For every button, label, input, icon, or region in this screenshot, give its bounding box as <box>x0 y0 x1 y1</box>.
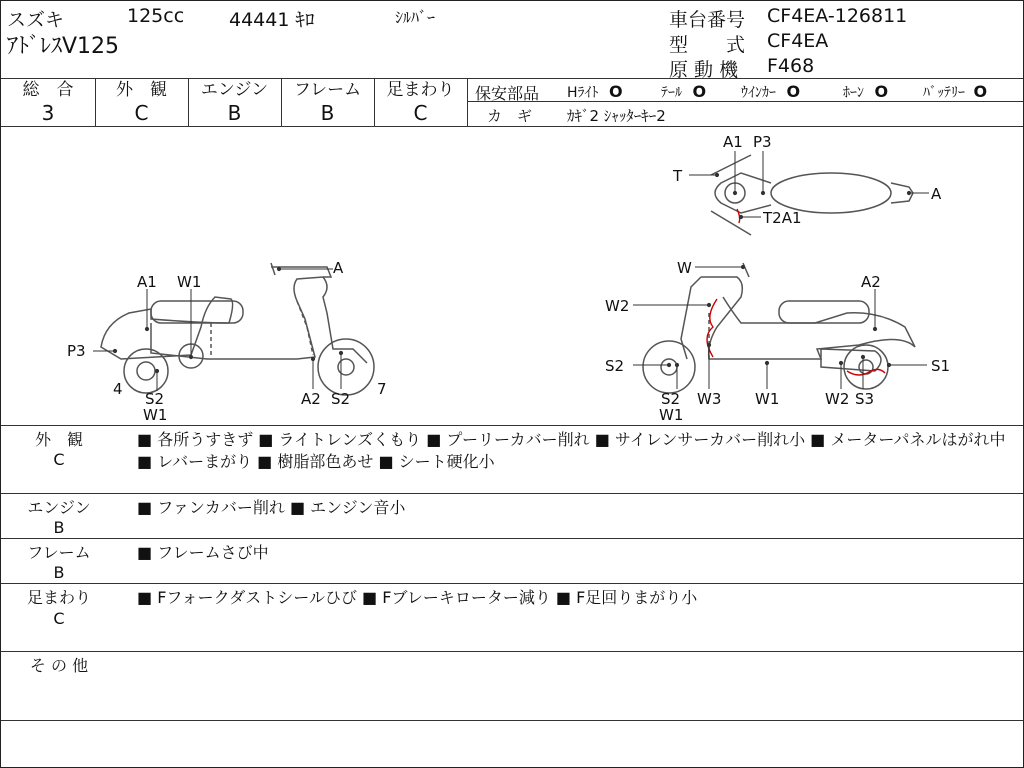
section-grade-frame: B <box>53 563 65 582</box>
grade-value: C <box>413 101 428 125</box>
section-text-engine: ■ ファンカバー削れ ■ エンジン音小 <box>137 498 406 517</box>
divider <box>1 720 1023 721</box>
section-label-exterior: 外 観 <box>34 430 83 449</box>
safety-item-name: ﾃｰﾙ <box>661 85 682 101</box>
section-grade-exterior: C <box>53 450 65 469</box>
safety-item-mark: O <box>786 82 801 101</box>
diagram-label: S2 <box>331 390 351 408</box>
grade-label: 総 合 <box>22 80 74 100</box>
diagram-label: P3 <box>67 342 86 360</box>
diagram-label: 7 <box>377 380 387 398</box>
scooter-diagram <box>1 127 1023 425</box>
section-text-exterior: ■ 各所うすきず ■ ライトレンズくもり ■ プーリーカバー削れ ■ サイレンサーカバー削れ小 ■ メーターパネルはがれ中 ■ レバーまがり ■ 樹脂部色あせ ■ シート硬化小 <box>137 430 1006 471</box>
section-label-frame: フレーム <box>27 543 91 562</box>
diagram-label: W2 <box>605 297 630 315</box>
mileage: 44441 ｷﾛ <box>229 9 315 31</box>
diagram-label: A1 <box>723 133 743 151</box>
safety-item-winker <box>741 82 800 102</box>
grade-suspension <box>374 79 467 125</box>
divider <box>1 583 1023 584</box>
diagram-label: P3 <box>753 133 772 151</box>
section-label-suspension: 足まわり <box>26 588 91 607</box>
safety-item-mark: O <box>692 82 707 101</box>
diagram-label: W <box>677 259 692 277</box>
grade-frame <box>281 79 374 125</box>
diagram-label: 4 <box>113 380 123 398</box>
grade-value: C <box>134 101 149 125</box>
frame-no-label: 車台番号 <box>669 9 746 31</box>
section-label-other: そ の 他 <box>29 656 89 675</box>
diagram-label: A2 <box>301 390 321 408</box>
key-value: ｶｷﾞ2 ｼｬｯﾀｰｷｰ2 <box>567 107 666 125</box>
diagram-label: T <box>673 167 683 185</box>
divider <box>467 78 468 126</box>
diagram-label: A1 <box>137 273 157 291</box>
diagram-label: W1 <box>177 273 202 291</box>
type-label: 型 式 <box>669 34 746 56</box>
safety-item-mark: O <box>608 82 623 101</box>
scooter-top-view <box>711 155 913 235</box>
grade-label: エンジン <box>200 80 269 100</box>
grade-label: 外 観 <box>116 80 167 100</box>
safety-item-battery <box>923 82 987 102</box>
diagram-label: W1 <box>755 390 780 408</box>
safety-label: 保安部品 <box>475 84 540 103</box>
diagram-label: A2 <box>861 273 881 291</box>
section-text-suspension: ■ Fフォークダストシールひび ■ Fブレーキローター減り ■ F足回りまがり小 <box>137 588 698 607</box>
displacement: 125cc <box>127 5 185 27</box>
grade-label: フレーム <box>293 80 362 100</box>
key-label: カ ギ <box>487 107 533 125</box>
safety-item-name: Hﾗｲﾄ <box>567 85 599 101</box>
safety-item-name: ｳｲﾝｶｰ <box>741 85 776 101</box>
divider <box>1 493 1023 494</box>
safety-item-tail <box>661 82 706 102</box>
diagram-label: T2A1 <box>763 209 802 227</box>
safety-item-horn <box>843 82 888 102</box>
grade-overall <box>1 79 95 125</box>
diagram-label: W2 <box>825 390 850 408</box>
section-label-engine: エンジン <box>27 498 91 517</box>
diagram-label: W1 <box>143 406 168 424</box>
grade-label: 足まわり <box>386 80 455 100</box>
section-grade-suspension: C <box>53 609 65 628</box>
divider <box>1 538 1023 539</box>
diagram-label: S2 <box>605 357 625 375</box>
diagram-label: A <box>931 185 942 203</box>
divider <box>1 651 1023 652</box>
diagram-label: W3 <box>697 390 722 408</box>
grade-value: 3 <box>41 101 55 125</box>
grade-exterior <box>95 79 188 125</box>
diagram-label: S2 <box>661 390 681 408</box>
safety-item-mark: O <box>874 82 889 101</box>
model-name: ｱﾄﾞﾚｽV125 <box>7 34 120 59</box>
diagram-label: A <box>333 259 344 277</box>
diagram-label: S1 <box>931 357 951 375</box>
engine-value: F468 <box>767 55 815 77</box>
safety-item-name: ﾊﾞｯﾃﾘｰ <box>923 85 965 101</box>
grade-value: B <box>320 101 335 125</box>
safety-item-mark: O <box>973 82 988 101</box>
grade-value: B <box>227 101 242 125</box>
section-text-frame: ■ フレームさび中 <box>137 543 269 562</box>
grade-engine <box>188 79 281 125</box>
color: ｼﾙﾊﾞｰ <box>395 8 436 27</box>
frame-no: CF4EA-126811 <box>767 5 908 27</box>
safety-item-headlight <box>567 82 623 102</box>
maker: スズキ <box>7 9 65 31</box>
engine-label: 原 動 機 <box>669 59 739 81</box>
divider <box>1 425 1023 426</box>
diagram-label: W1 <box>659 406 684 424</box>
diagram-label: S2 <box>145 390 165 408</box>
type-value: CF4EA <box>767 30 829 52</box>
diagram-label: S3 <box>855 390 875 408</box>
section-grade-engine: B <box>53 518 65 537</box>
safety-item-name: ﾎｰﾝ <box>843 85 864 101</box>
